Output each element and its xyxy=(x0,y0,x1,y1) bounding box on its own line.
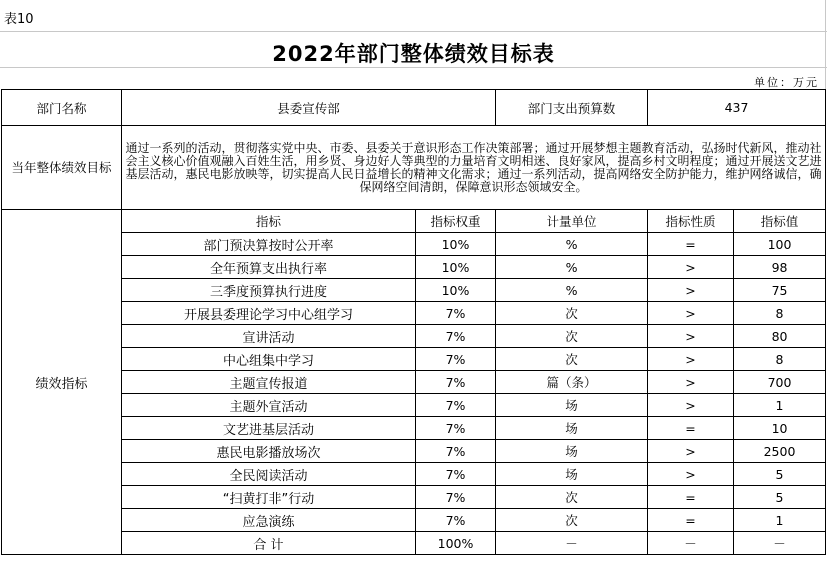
indicator-weight: 7% xyxy=(416,440,496,463)
indicator-nature: > xyxy=(648,302,734,325)
goal-row xyxy=(2,126,826,210)
column-header-row xyxy=(2,210,826,233)
indicator-weight: 7% xyxy=(416,371,496,394)
indicator-value: 8 xyxy=(734,302,826,325)
indicator-unit: 次 xyxy=(496,348,648,371)
table-row xyxy=(2,233,826,256)
indicator-weight: 10% xyxy=(416,279,496,302)
indicator-name: 中心组集中学习 xyxy=(122,348,416,371)
budget-label: 部门支出预算数 xyxy=(496,90,648,126)
indicator-weight: 10% xyxy=(416,256,496,279)
indicator-value: － xyxy=(734,532,826,555)
total-row xyxy=(2,532,826,555)
indicator-unit: 场 xyxy=(496,440,648,463)
column-header: 指标值 xyxy=(734,210,826,233)
indicator-nature: = xyxy=(648,509,734,532)
indicator-weight: 7% xyxy=(416,463,496,486)
table-row xyxy=(2,463,826,486)
indicator-name: 主题外宣活动 xyxy=(122,394,416,417)
indicator-name: 部门预决算按时公开率 xyxy=(122,233,416,256)
perf-label: 绩效指标 xyxy=(2,210,122,555)
dept-name: 县委宣传部 xyxy=(122,90,496,126)
table-row xyxy=(2,509,826,532)
performance-table xyxy=(1,89,826,555)
indicator-weight: 7% xyxy=(416,325,496,348)
indicator-value: 100 xyxy=(734,233,826,256)
table-row xyxy=(2,348,826,371)
indicator-unit: % xyxy=(496,256,648,279)
indicator-nature: = xyxy=(648,486,734,509)
indicator-name: 文艺进基层活动 xyxy=(122,417,416,440)
indicator-nature: > xyxy=(648,279,734,302)
indicator-weight: 7% xyxy=(416,394,496,417)
indicator-unit: 次 xyxy=(496,325,648,348)
indicator-value: 75 xyxy=(734,279,826,302)
indicator-nature: > xyxy=(648,256,734,279)
goal-label: 当年整体绩效目标 xyxy=(2,126,122,210)
indicator-unit: 场 xyxy=(496,463,648,486)
indicator-nature: = xyxy=(648,233,734,256)
indicator-unit: 次 xyxy=(496,509,648,532)
indicator-value: 5 xyxy=(734,486,826,509)
grid-line xyxy=(0,31,827,32)
indicator-name: 应急演练 xyxy=(122,509,416,532)
indicator-weight: 7% xyxy=(416,302,496,325)
indicator-value: 10 xyxy=(734,417,826,440)
unit-note: 单位：万元 xyxy=(754,76,819,89)
table-row xyxy=(2,394,826,417)
table-row xyxy=(2,279,826,302)
goal-text: 通过一系列的活动，贯彻落实党中央、市委、县委关于意识形态工作决策部署；通过开展梦想主题教育活动，弘扬时代新风，推动社会主义核心价值观融入百姓生活，用乡贤、身边好人等典型的力量培育文明相迷、良好家风，提高乡村文明程度；通过开展送文艺进基层活动，惠民电影放映等，切实提高人民日益增长的精神文化需求；通过一系列活动，提高网络安全防护能力，维护网络诚信，确保网络空间清朗，保障意识形态领域安全。 xyxy=(122,126,826,210)
indicator-nature: > xyxy=(648,440,734,463)
indicator-name: 主题宣传报道 xyxy=(122,371,416,394)
indicator-nature: > xyxy=(648,348,734,371)
indicator-name: 全民阅读活动 xyxy=(122,463,416,486)
indicator-value: 2500 xyxy=(734,440,826,463)
indicator-unit: － xyxy=(496,532,648,555)
indicator-weight: 7% xyxy=(416,486,496,509)
table-row xyxy=(2,371,826,394)
table-number: 表10 xyxy=(4,12,34,27)
indicator-nature: > xyxy=(648,325,734,348)
indicator-nature: > xyxy=(648,394,734,417)
indicator-name: 全年预算支出执行率 xyxy=(122,256,416,279)
table-row xyxy=(2,302,826,325)
column-header: 计量单位 xyxy=(496,210,648,233)
dept-label: 部门名称 xyxy=(2,90,122,126)
indicator-name: “扫黄打非”行动 xyxy=(122,486,416,509)
page-title: 2022年部门整体绩效目标表 xyxy=(272,42,555,66)
indicator-value: 1 xyxy=(734,394,826,417)
table-row xyxy=(2,486,826,509)
indicator-name: 惠民电影播放场次 xyxy=(122,440,416,463)
indicator-weight: 7% xyxy=(416,509,496,532)
table-row xyxy=(2,440,826,463)
table-row xyxy=(2,417,826,440)
table-row xyxy=(2,325,826,348)
indicator-name: 宣讲活动 xyxy=(122,325,416,348)
indicator-name: 合 计 xyxy=(122,532,416,555)
dept-row xyxy=(2,90,826,126)
column-header: 指标性质 xyxy=(648,210,734,233)
indicator-weight: 7% xyxy=(416,417,496,440)
indicator-name: 开展县委理论学习中心组学习 xyxy=(122,302,416,325)
indicator-value: 80 xyxy=(734,325,826,348)
indicator-unit: 次 xyxy=(496,302,648,325)
indicator-weight: 100% xyxy=(416,532,496,555)
budget-value: 437 xyxy=(648,90,826,126)
indicator-nature: = xyxy=(648,417,734,440)
indicator-nature: > xyxy=(648,371,734,394)
indicator-unit: 场 xyxy=(496,417,648,440)
indicator-weight: 7% xyxy=(416,348,496,371)
indicator-value: 8 xyxy=(734,348,826,371)
column-header: 指标 xyxy=(122,210,416,233)
indicator-unit: % xyxy=(496,279,648,302)
indicator-weight: 10% xyxy=(416,233,496,256)
indicator-nature: － xyxy=(648,532,734,555)
indicator-name: 三季度预算执行进度 xyxy=(122,279,416,302)
column-header: 指标权重 xyxy=(416,210,496,233)
indicator-value: 5 xyxy=(734,463,826,486)
indicator-unit: 篇（条） xyxy=(496,371,648,394)
indicator-nature: > xyxy=(648,463,734,486)
indicator-unit: 场 xyxy=(496,394,648,417)
table-row xyxy=(2,256,826,279)
indicator-value: 1 xyxy=(734,509,826,532)
indicator-unit: % xyxy=(496,233,648,256)
indicator-value: 98 xyxy=(734,256,826,279)
indicator-unit: 次 xyxy=(496,486,648,509)
indicator-value: 700 xyxy=(734,371,826,394)
